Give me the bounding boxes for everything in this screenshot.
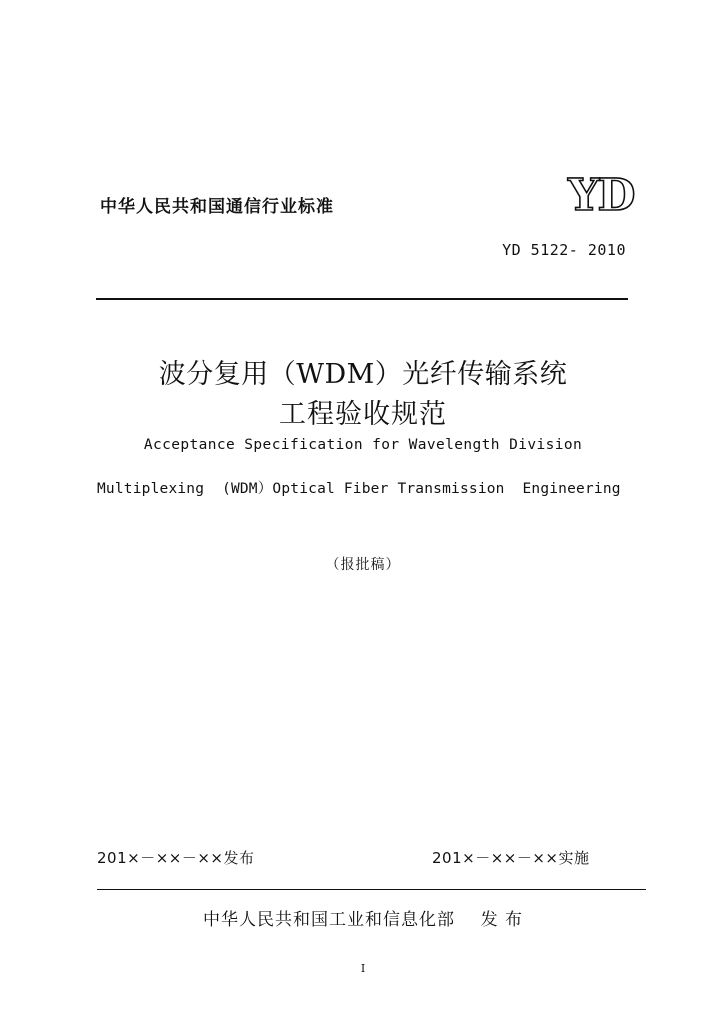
bottom-divider xyxy=(97,889,646,890)
title-chinese-line-2: 工程验收规范 xyxy=(279,399,447,430)
issuing-category: 中华人民共和国通信行业标准 xyxy=(100,197,334,217)
title-english-line-1: Acceptance Specification for Wavelength Division xyxy=(143,437,583,453)
publish-date: 201×－××－××发布 xyxy=(97,849,255,867)
page-number: I xyxy=(360,962,366,975)
issuer: 中华人民共和国工业和信息化部 发 布 xyxy=(202,910,524,930)
effective-date: 201×－××－××实施 xyxy=(432,849,590,867)
standard-number: YD 5122- 2010 xyxy=(502,241,626,259)
top-divider xyxy=(96,298,628,300)
draft-label: （报批稿） xyxy=(325,557,401,573)
title-chinese-line-1: 波分复用（WDM）光纤传输系统 xyxy=(158,359,568,390)
yd-logo: YD xyxy=(568,170,634,221)
title-english-line-2: Multiplexing (WDM）Optical Fiber Transmission Engineering xyxy=(97,481,621,497)
